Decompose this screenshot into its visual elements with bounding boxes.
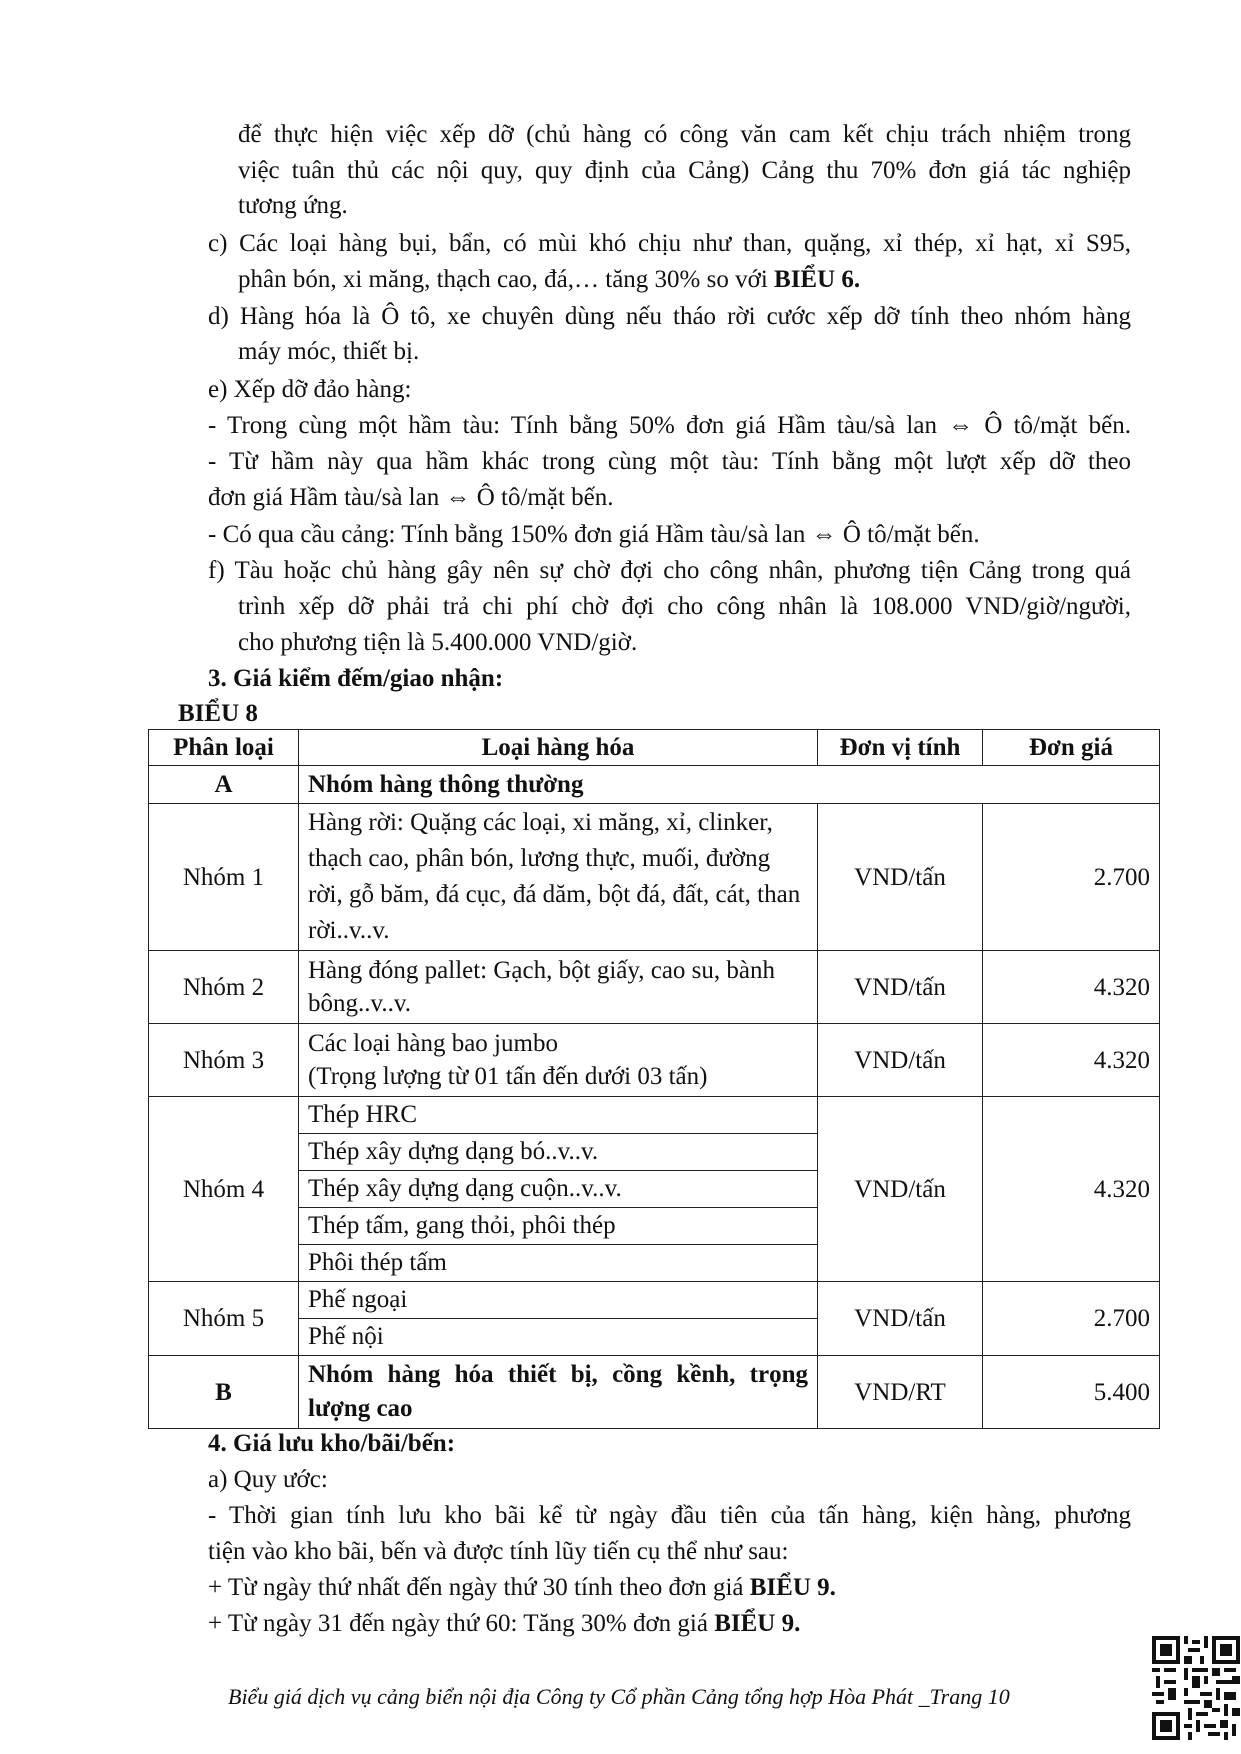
sub-item: Thép tấm, gang thỏi, phôi thép <box>299 1208 817 1245</box>
paragraph-line: e) Xếp dỡ đảo hàng: <box>208 376 412 403</box>
group-name: Nhóm hàng thông thường <box>299 766 1160 804</box>
row-unit: VND/tấn <box>818 1024 983 1097</box>
row-item <box>299 1024 818 1097</box>
table-row <box>149 1097 1160 1282</box>
item-line: (Trọng lượng từ 01 tấn đến dưới 03 tấn) <box>308 1063 708 1090</box>
row-price: 2.700 <box>983 1282 1160 1356</box>
sub-item: Thép HRC <box>299 1097 817 1134</box>
row-group: Nhóm 2 <box>149 951 299 1024</box>
paragraph-line <box>238 263 860 297</box>
header-price: Đơn giá <box>983 730 1160 766</box>
paragraph-line <box>208 1571 836 1605</box>
row-group: Nhóm 1 <box>149 804 299 951</box>
row-price: 5.400 <box>983 1356 1160 1429</box>
table-row <box>149 766 1160 804</box>
item-line: Các loại hàng bao jumbo <box>308 1030 558 1057</box>
row-group: Nhóm 4 <box>149 1097 299 1282</box>
qr-code-icon <box>1152 1636 1240 1740</box>
row-price: 4.320 <box>983 951 1160 1024</box>
paragraph-line: đơn giá Hầm tàu/sà lan ⇔ Ô tô/mặt bến. <box>208 484 614 511</box>
paragraph-line: máy móc, thiết bị. <box>238 338 420 365</box>
paragraph-line: a) Quy ước: <box>208 1466 328 1493</box>
row-group: Nhóm 5 <box>149 1282 299 1356</box>
row-unit: VND/tấn <box>818 1097 983 1282</box>
table-header-row <box>149 730 1160 766</box>
row-group: Nhóm 3 <box>149 1024 299 1097</box>
table-row <box>149 1282 1160 1356</box>
row-price: 4.320 <box>983 1024 1160 1097</box>
sub-item: Thép xây dựng dạng bó..v..v. <box>299 1134 817 1171</box>
paragraph-line: - Từ hầm này qua hầm khác trong cùng một tàu: Tính bằng một lượt xếp dỡ theo <box>208 448 1131 475</box>
sub-item: Phế nội <box>308 1323 384 1350</box>
sub-item: Phôi thép tấm <box>308 1249 447 1276</box>
paragraph-line: - Có qua cầu cảng: Tính bằng 150% đơn giá Hầm tàu/sà lan ⇔ Ô tô/mặt bến. <box>208 521 980 548</box>
section-heading: 4. Giá lưu kho/bãi/bến: <box>208 1430 456 1457</box>
group-code: A <box>149 766 299 804</box>
table-row <box>149 951 1160 1024</box>
text-run: + Từ ngày 31 đến ngày thứ 60: Tăng 30% đơn giá <box>208 1610 715 1637</box>
text-run: + Từ ngày thứ nhất đến ngày thứ 30 tính theo đơn giá <box>208 1574 750 1601</box>
paragraph-line: để thực hiện việc xếp dỡ (chủ hàng có công văn cam kết chịu trách nhiệm trong <box>238 121 1131 148</box>
paragraph-line: f) Tàu hoặc chủ hàng gây nên sự chờ đợi cho công nhân, phương tiện Cảng trong quá <box>208 557 1131 584</box>
group-name: Nhóm hàng hóa thiết bị, cồng kềnh, trọng lượng cao <box>299 1356 818 1429</box>
row-unit: VND/tấn <box>818 804 983 951</box>
paragraph-line: việc tuân thủ các nội quy, quy định của Cảng) Cảng thu 70% đơn giá tác nghiệp <box>238 157 1131 184</box>
reference-bieu9: BIỂU 9. <box>714 1610 801 1637</box>
row-price: 2.700 <box>983 804 1160 951</box>
table-row <box>149 1024 1160 1097</box>
section-heading: 3. Giá kiểm đếm/giao nhận: <box>208 665 504 692</box>
reference-bieu9: BIỂU 9. <box>749 1574 836 1601</box>
row-items <box>299 1097 818 1282</box>
paragraph-line: - Thời gian tính lưu kho bãi kể từ ngày đầu tiên của tấn hàng, kiện hàng, phương <box>208 1502 1131 1529</box>
paragraph-line: cho phương tiện là 5.400.000 VND/giờ. <box>238 629 638 656</box>
reference-bieu6: BIỂU 6. <box>774 266 861 293</box>
paragraph-line: tương ứng. <box>238 192 348 219</box>
paragraph-line: d) Hàng hóa là Ô tô, xe chuyên dùng nếu tháo rời cước xếp dỡ tính theo nhóm hàng <box>208 303 1131 330</box>
header-goods-type: Loại hàng hóa <box>299 730 818 766</box>
price-table <box>148 729 1160 1429</box>
row-price: 4.320 <box>983 1097 1160 1282</box>
paragraph-line: - Trong cùng một hầm tàu: Tính bằng 50% đơn giá Hầm tàu/sà lan ⇔ Ô tô/mặt bến. <box>208 412 1131 439</box>
page-footer: Biểu giá dịch vụ cảng biển nội địa Công ty Cổ phần Cảng tổng hợp Hòa Phát _Trang 10 <box>228 1684 1010 1709</box>
group-code: B <box>149 1356 299 1429</box>
paragraph-line: tiện vào kho bãi, bến và được tính lũy tiến cụ thể như sau: <box>208 1538 789 1565</box>
row-unit: VND/tấn <box>818 951 983 1024</box>
row-items <box>299 1282 818 1356</box>
row-item: Hàng đóng pallet: Gạch, bột giấy, cao su, bành bông..v..v. <box>299 951 818 1024</box>
row-unit: VND/tấn <box>818 1282 983 1356</box>
table-row <box>149 804 1160 951</box>
text-run: phân bón, xi măng, thạch cao, đá,… tăng 30% so với <box>238 266 775 293</box>
row-item: Hàng rời: Quặng các loại, xi măng, xỉ, clinker, thạch cao, phân bón, lương thực, muối, đường rời, gỗ băm, đá cục, đá dăm, bột đá, đất, cát, than rời..v..v. <box>299 804 818 951</box>
sub-item: Phế ngoại <box>299 1282 817 1319</box>
header-category: Phân loại <box>149 730 299 766</box>
row-unit: VND/RT <box>818 1356 983 1429</box>
sub-item: Thép xây dựng dạng cuộn..v..v. <box>299 1171 817 1208</box>
header-unit: Đơn vị tính <box>818 730 983 766</box>
paragraph-line: c) Các loại hàng bụi, bẩn, có mùi khó chịu như than, quặng, xỉ thép, xỉ hạt, xỉ S95, <box>208 230 1131 257</box>
table-title: BIỂU 8 <box>178 700 258 727</box>
table-row <box>149 1356 1160 1429</box>
paragraph-line <box>208 1607 800 1641</box>
paragraph-line: trình xếp dỡ phải trả chi phí chờ đợi cho công nhân là 108.000 VND/giờ/người, <box>238 593 1131 620</box>
